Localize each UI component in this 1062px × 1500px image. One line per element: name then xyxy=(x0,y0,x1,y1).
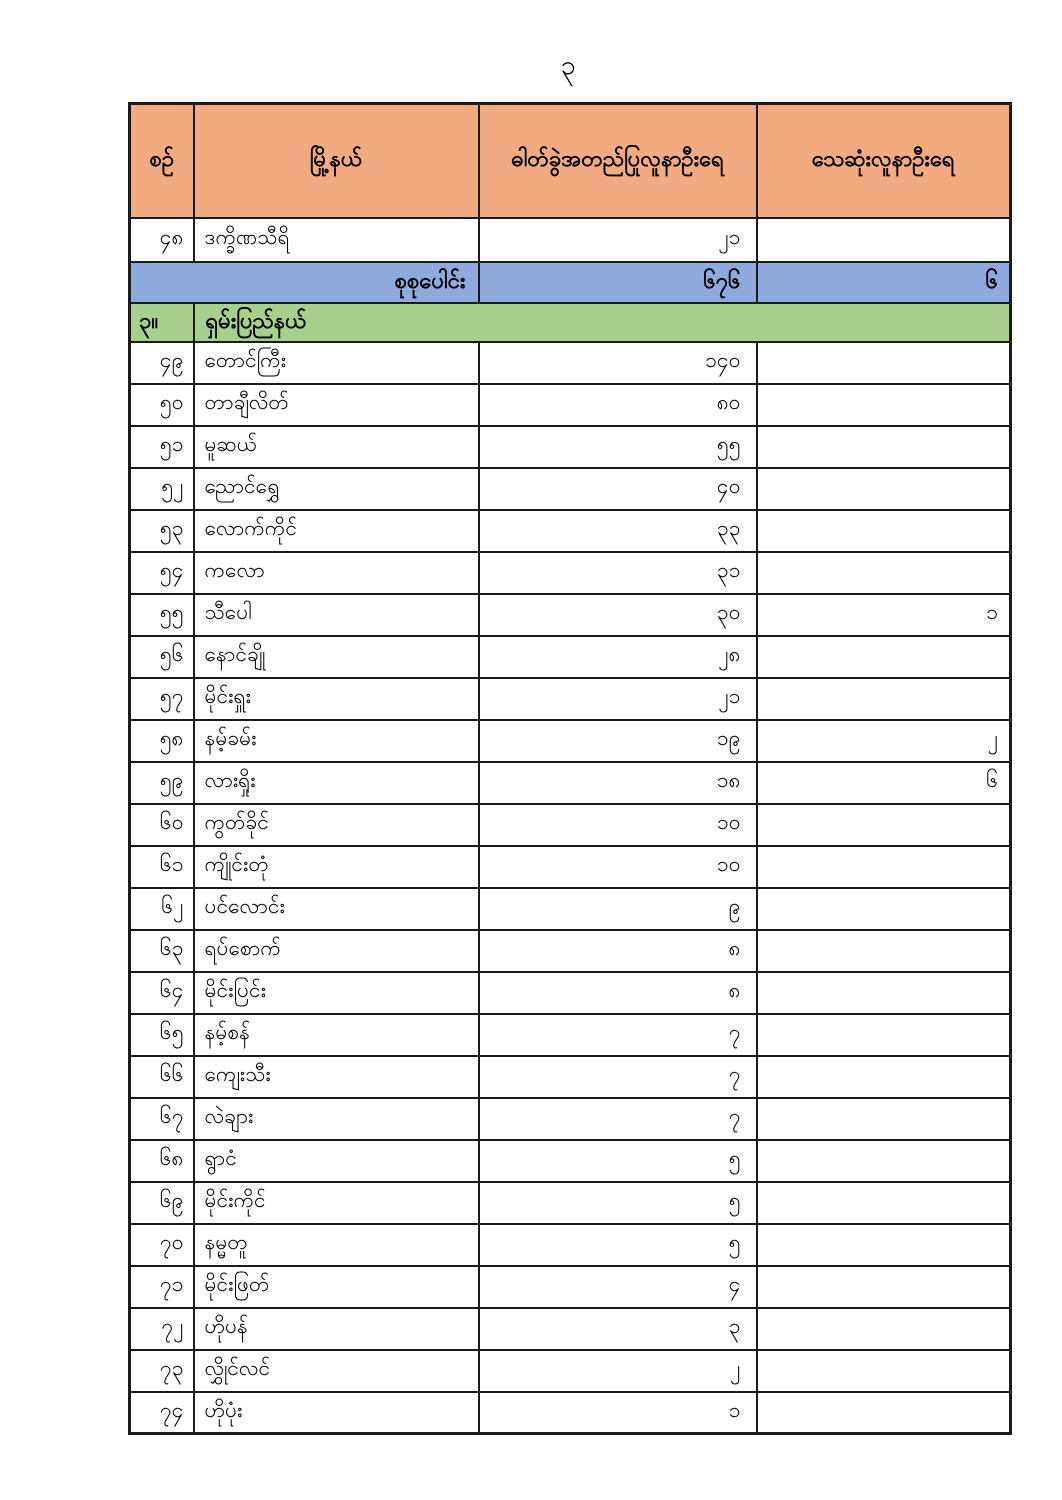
serial-cell: ၆၀ xyxy=(130,804,194,846)
deaths-cell: ၂ xyxy=(757,720,1011,762)
township-cell: လွှိုင်လင် xyxy=(194,1350,479,1392)
serial-cell: ၆၃ xyxy=(130,930,194,972)
table-row xyxy=(130,1350,1011,1392)
confirmed-cell: ၇ xyxy=(479,1014,757,1056)
serial-cell: ၅၉ xyxy=(130,762,194,804)
township-cell: ကွတ်ခိုင် xyxy=(194,804,479,846)
confirmed-cell: ၈၀ xyxy=(479,384,757,426)
township-cell: ဒက္ခိဏသီရိ xyxy=(194,218,479,262)
table-row xyxy=(130,804,1011,846)
table-row xyxy=(130,468,1011,510)
deaths-cell xyxy=(757,678,1011,720)
deaths-cell xyxy=(757,510,1011,552)
header-serial: စဉ် xyxy=(130,104,194,218)
serial-cell: ၆၅ xyxy=(130,1014,194,1056)
serial-cell: ၆၉ xyxy=(130,1182,194,1224)
confirmed-cell: ၁၀ xyxy=(479,804,757,846)
table-header-row xyxy=(130,104,1011,218)
table-row xyxy=(130,1224,1011,1266)
serial-cell: ၆၄ xyxy=(130,972,194,1014)
total-label-cell: စုစုပေါင်း xyxy=(130,262,479,303)
table-row xyxy=(130,636,1011,678)
township-rows xyxy=(130,342,1011,1434)
confirmed-cell: ၂၈ xyxy=(479,636,757,678)
table-row xyxy=(130,720,1011,762)
deaths-cell xyxy=(757,1056,1011,1098)
serial-cell: ၄၈ xyxy=(130,218,194,262)
confirmed-cell: ၂၁ xyxy=(479,678,757,720)
deaths-cell xyxy=(757,930,1011,972)
township-cell: နမ့်စန် xyxy=(194,1014,479,1056)
header-lab-confirmed: ဓါတ်ခွဲအတည်ပြုလူနာဦးရေ xyxy=(479,104,757,218)
serial-cell: ၆၂ xyxy=(130,888,194,930)
township-cell: မူဆယ် xyxy=(194,426,479,468)
township-cell: ဟိုပုံး xyxy=(194,1392,479,1434)
table-static-rows xyxy=(130,218,1011,342)
township-cell: ဟိုပန် xyxy=(194,1308,479,1350)
township-cell: လဲချား xyxy=(194,1098,479,1140)
confirmed-cell: ၁ xyxy=(479,1392,757,1434)
township-cell: နမ့်ခမ်း xyxy=(194,720,479,762)
serial-cell: ၅၃ xyxy=(130,510,194,552)
confirmed-cell: ၅ xyxy=(479,1140,757,1182)
deaths-cell xyxy=(757,804,1011,846)
table-row xyxy=(130,972,1011,1014)
table-row xyxy=(130,1140,1011,1182)
township-cell: ကျိုင်းတုံ xyxy=(194,846,479,888)
serial-cell: ၇၄ xyxy=(130,1392,194,1434)
confirmed-cell: ၈ xyxy=(479,930,757,972)
deaths-cell: ၁ xyxy=(757,594,1011,636)
township-cell: ရပ်စောက် xyxy=(194,930,479,972)
deaths-cell xyxy=(757,1392,1011,1434)
table-row xyxy=(130,594,1011,636)
deaths-cell xyxy=(757,846,1011,888)
confirmed-cell: ၃၃ xyxy=(479,510,757,552)
deaths-cell xyxy=(757,384,1011,426)
table-row xyxy=(130,426,1011,468)
deaths-cell xyxy=(757,1266,1011,1308)
deaths-cell: ၆ xyxy=(757,762,1011,804)
confirmed-cell: ၁၀ xyxy=(479,846,757,888)
serial-cell: ၅၅ xyxy=(130,594,194,636)
serial-cell: ၅၈ xyxy=(130,720,194,762)
header-township: မြို့နယ် xyxy=(194,104,479,218)
confirmed-cell: ၇ xyxy=(479,1056,757,1098)
deaths-cell xyxy=(757,1224,1011,1266)
table-row xyxy=(130,1014,1011,1056)
deaths-cell xyxy=(757,218,1011,262)
table-row xyxy=(130,342,1011,384)
confirmed-cell: ၅ xyxy=(479,1224,757,1266)
confirmed-cell: ၁၉ xyxy=(479,720,757,762)
township-cell: သီပေါ xyxy=(194,594,479,636)
table-row xyxy=(130,1098,1011,1140)
table-row xyxy=(130,384,1011,426)
confirmed-cell: ၈ xyxy=(479,972,757,1014)
confirmed-cell: ၁၈ xyxy=(479,762,757,804)
table-row xyxy=(130,888,1011,930)
table-row xyxy=(130,1266,1011,1308)
serial-cell: ၆၈ xyxy=(130,1140,194,1182)
serial-cell: ၆၆ xyxy=(130,1056,194,1098)
page-number: ၃ xyxy=(560,50,576,81)
township-cell: တာချီလိတ် xyxy=(194,384,479,426)
table-row xyxy=(130,678,1011,720)
deaths-cell xyxy=(757,1350,1011,1392)
confirmed-cell: ၂ xyxy=(479,1350,757,1392)
header-deaths: သေဆုံးလူနာဦးရေ xyxy=(757,104,1011,218)
deaths-cell xyxy=(757,636,1011,678)
serial-cell: ၆၁ xyxy=(130,846,194,888)
township-cell: ညောင်ရွှေ xyxy=(194,468,479,510)
confirmed-cell: ၅ xyxy=(479,1182,757,1224)
township-cell: ကလော xyxy=(194,552,479,594)
confirmed-cell: ၄ xyxy=(479,1266,757,1308)
table-row xyxy=(130,930,1011,972)
township-cell: တောင်ကြီး xyxy=(194,342,479,384)
township-cell: နမ္မတူ xyxy=(194,1224,479,1266)
deaths-cell xyxy=(757,1308,1011,1350)
confirmed-cell: ၄၀ xyxy=(479,468,757,510)
serial-cell: ၇၀ xyxy=(130,1224,194,1266)
confirmed-cell: ၂၁ xyxy=(479,218,757,262)
section-header-row xyxy=(130,303,1011,342)
table-row xyxy=(130,1308,1011,1350)
deaths-cell xyxy=(757,1182,1011,1224)
confirmed-cell: ၇ xyxy=(479,1098,757,1140)
serial-cell: ၇၁ xyxy=(130,1266,194,1308)
confirmed-cell: ၃၁ xyxy=(479,552,757,594)
confirmed-cell: ၃၀ xyxy=(479,594,757,636)
serial-cell: ၅၇ xyxy=(130,678,194,720)
deaths-cell xyxy=(757,1140,1011,1182)
township-cell: မိုင်းဖြတ် xyxy=(194,1266,479,1308)
township-cell: မိုင်းပြင်း xyxy=(194,972,479,1014)
section-number-cell: ၃။ xyxy=(130,303,194,342)
confirmed-cell: ၃ xyxy=(479,1308,757,1350)
confirmed-cell: ၁၄၀ xyxy=(479,342,757,384)
township-cell: ကျေးသီး xyxy=(194,1056,479,1098)
table-row xyxy=(130,762,1011,804)
deaths-cell xyxy=(757,552,1011,594)
deaths-cell xyxy=(757,468,1011,510)
township-cell: လားရှိုး xyxy=(194,762,479,804)
serial-cell: ၅၄ xyxy=(130,552,194,594)
deaths-cell xyxy=(757,1098,1011,1140)
section-name-cell: ရှမ်းပြည်နယ် xyxy=(194,303,1011,342)
total-deaths-cell: ၆ xyxy=(757,262,1011,303)
serial-cell: ၅၆ xyxy=(130,636,194,678)
deaths-cell xyxy=(757,888,1011,930)
serial-cell: ၅၂ xyxy=(130,468,194,510)
serial-cell: ၄၉ xyxy=(130,342,194,384)
covid-township-table xyxy=(128,102,1012,1435)
confirmed-cell: ၅၅ xyxy=(479,426,757,468)
table-row xyxy=(130,552,1011,594)
serial-cell: ၇၃ xyxy=(130,1350,194,1392)
total-row xyxy=(130,262,1011,303)
township-cell: မိုင်းကိုင် xyxy=(194,1182,479,1224)
deaths-cell xyxy=(757,342,1011,384)
table-row xyxy=(130,1182,1011,1224)
total-confirmed-cell: ၆၇၆ xyxy=(479,262,757,303)
table-row xyxy=(130,218,1011,262)
table-row xyxy=(130,1392,1011,1434)
table-row xyxy=(130,846,1011,888)
township-cell: နောင်ချို xyxy=(194,636,479,678)
serial-cell: ၅၀ xyxy=(130,384,194,426)
table-row xyxy=(130,510,1011,552)
township-cell: ပင်လောင်း xyxy=(194,888,479,930)
confirmed-cell: ၉ xyxy=(479,888,757,930)
township-cell: လောက်ကိုင် xyxy=(194,510,479,552)
table-row xyxy=(130,1056,1011,1098)
serial-cell: ၅၁ xyxy=(130,426,194,468)
serial-cell: ၆၇ xyxy=(130,1098,194,1140)
deaths-cell xyxy=(757,426,1011,468)
deaths-cell xyxy=(757,1014,1011,1056)
serial-cell: ၇၂ xyxy=(130,1308,194,1350)
township-cell: မိုင်းရှူး xyxy=(194,678,479,720)
township-cell: ရွာငံ xyxy=(194,1140,479,1182)
deaths-cell xyxy=(757,972,1011,1014)
